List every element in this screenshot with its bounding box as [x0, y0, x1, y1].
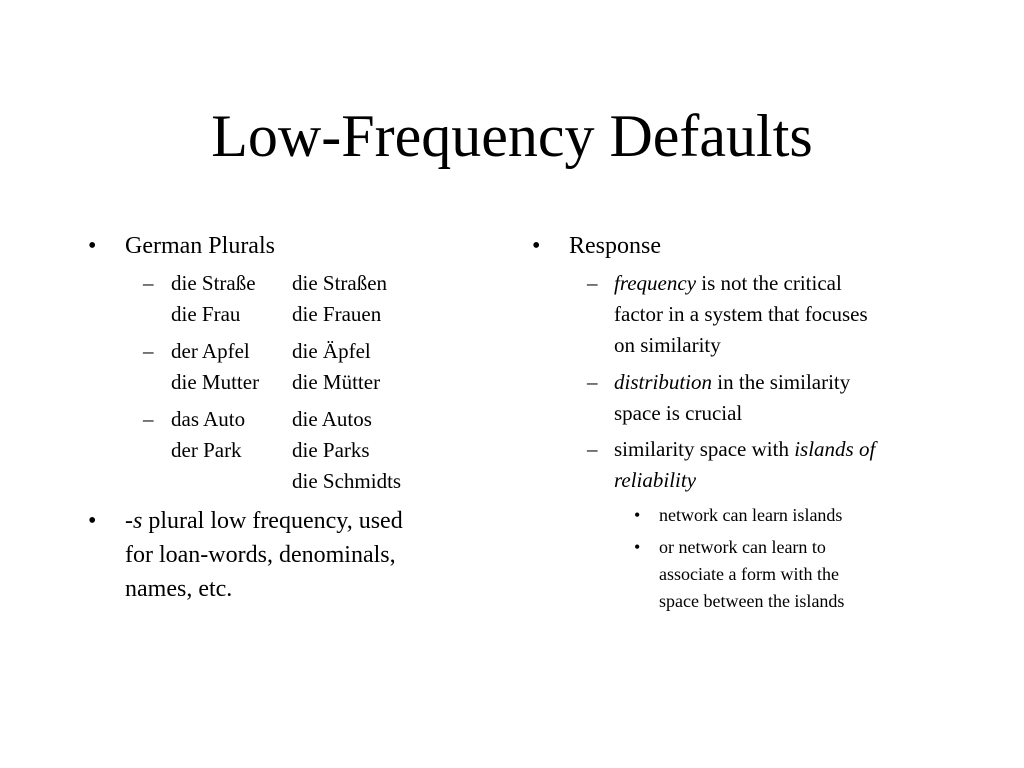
distribution-line-1: distribution in the similarity — [614, 370, 851, 394]
plural-7: die Schmidts — [292, 469, 402, 493]
singular-3: der Apfel — [171, 339, 250, 363]
german-plurals-heading: German Plurals — [125, 233, 275, 259]
note-line-2: for loan-words, denominals, — [125, 542, 396, 568]
bullet-mark: • — [88, 233, 97, 259]
singular-1: die Straße — [171, 271, 256, 295]
singular-6: der Park — [171, 438, 242, 462]
distribution-line-2: space is crucial — [614, 401, 743, 425]
plural-6: die Parks — [292, 438, 370, 462]
plural-2: die Frauen — [292, 302, 382, 326]
sub-bullet-network-islands: network can learn islands — [659, 505, 843, 525]
singular-5: das Auto — [171, 407, 246, 431]
bullet-mark: • — [88, 508, 97, 534]
sub-bullet-mark-2: • — [634, 537, 641, 557]
note-line-1: -s plural low frequency, used — [125, 508, 403, 534]
note-line-3: names, etc. — [125, 576, 233, 602]
islands-line-1: similarity space with islands of — [614, 437, 876, 461]
sub-bullet-associate-line-1: or network can learn to — [659, 537, 826, 557]
frequency-line-3: on similarity — [614, 333, 721, 357]
response-heading: Response — [569, 233, 661, 259]
frequency-line-1: frequency is not the critical — [614, 271, 842, 295]
plural-1: die Straßen — [292, 271, 388, 295]
singular-2: die Frau — [171, 302, 241, 326]
frequency-line-2: factor in a system that focuses — [614, 302, 868, 326]
sub-bullet-associate-line-3: space between the islands — [659, 591, 845, 611]
islands-line-2: reliability — [614, 468, 697, 492]
plural-3: die Äpfel — [292, 339, 371, 363]
bullet-mark: • — [532, 233, 541, 259]
sub-bullet-associate-line-2: associate a form with the — [659, 564, 839, 584]
slide-title: Low-Frequency Defaults — [211, 103, 813, 169]
plural-4: die Mütter — [292, 370, 381, 394]
plural-5: die Autos — [292, 407, 372, 431]
singular-4: die Mutter — [171, 370, 260, 394]
sub-bullet-mark-1: • — [634, 505, 641, 525]
